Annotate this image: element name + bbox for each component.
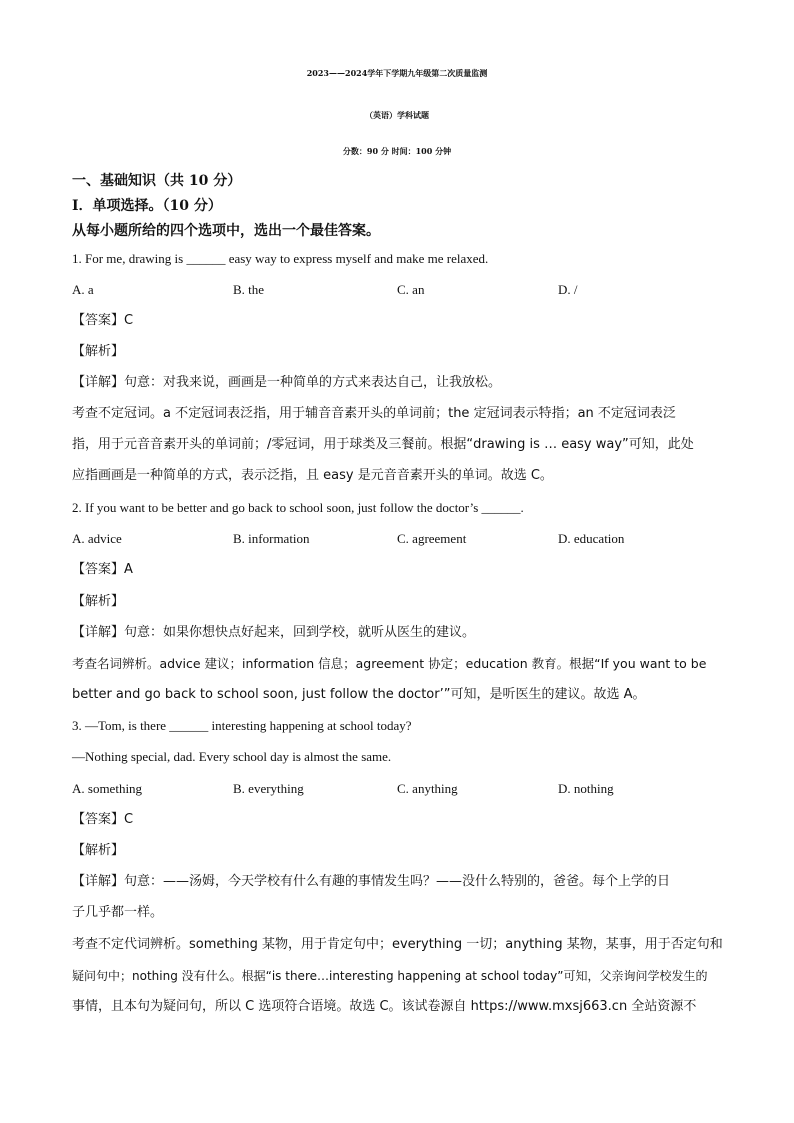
explanation-line: 指，用于元音音素开头的单词前；/零冠词，用于球类及三餐前。根据“drawing is … easy way”可知，此处 [72,437,694,452]
answer-label: 【答案】C [72,812,134,827]
detail-text: 【详解】句意：——汤姆，今天学校有什么有趣的事情发生吗？——没什么特别的，爸爸。每个上学的日 [72,874,671,889]
subsection-heading: Ⅰ．单项选择。（10 分） [72,198,222,214]
option-c: C. an [397,282,425,297]
analysis-label: 【解析】 [72,594,125,609]
option-b: B. everything [233,781,304,796]
answer-label: 【答案】A [72,562,133,577]
question-stem: 3. —Tom, is there ______ interesting happening at school today? [72,718,412,733]
explanation-line: 疑问句中；nothing 没有什么。根据“is there…interesting happening at school today”可知，父亲询问学校发生的 [72,969,708,983]
option-b: B. the [233,282,265,297]
explanation-line: 考查不定代词辨析。something 某物，用于肯定句中；everything 一切；anything 某物，某事，用于否定句和 [72,937,723,952]
instruction-text: 从每小题所给的四个选项中，选出一个最佳答案。 [72,223,380,239]
section-heading: 一、基础知识（共 10 分） [72,173,242,189]
option-d: D. nothing [558,781,614,796]
explanation-line: 事情，且本句为疑问句，所以 C 选项符合语境。故选 C。该试卷源自 https://www.mxsj663.cn 全站资源不 [72,999,697,1014]
option-d: D. education [558,531,625,546]
detail-text: 【详解】句意：对我来说，画画是一种简单的方式来表达自己，让我放松。 [72,375,502,390]
exam-meta: 分数：90 分 时间：100 分钟 [342,146,452,156]
detail-text-cont: 子几乎都一样。 [72,905,164,920]
explanation-line: better and go back to school soon, just follow the doctor’”可知，是听医生的建议。故选 A。 [72,687,646,702]
explanation-line: 考查不定冠词。a 不定冠词表泛指，用于辅音音素开头的单词前；the 定冠词表示特指；an 不定冠词表泛 [72,406,676,421]
question-stem: 1. For me, drawing is ______ easy way to express myself and make me relaxed. [72,251,489,266]
option-c: C. agreement [397,531,467,546]
question-stem-reply: —Nothing special, dad. Every school day is almost the same. [72,749,392,764]
exam-title: 2023——2024学年下学期九年级第二次质量监测 [306,68,488,78]
option-d: D. / [558,282,578,297]
explanation-line: 应指画画是一种简单的方式，表示泛指，且 easy 是元音音素开头的单词。故选 C。 [72,468,553,483]
question-stem: 2. If you want to be better and go back to school soon, just follow the doctor’s ______. [72,500,524,515]
analysis-label: 【解析】 [72,344,125,359]
option-c: C. anything [397,781,458,796]
detail-text: 【详解】句意：如果你想快点好起来，回到学校，就听从医生的建议。 [72,625,476,640]
option-a: A. a [72,282,94,297]
option-a: A. something [72,781,143,796]
exam-subtitle: （英语）学科试题 [365,110,429,120]
explanation-line: 考查名词辨析。advice 建议；information 信息；agreement 协定；education 教育。根据“If you want to be [72,656,707,671]
option-a: A. advice [72,531,122,546]
option-b: B. information [233,531,310,546]
analysis-label: 【解析】 [72,843,125,858]
answer-label: 【答案】C [72,313,134,328]
